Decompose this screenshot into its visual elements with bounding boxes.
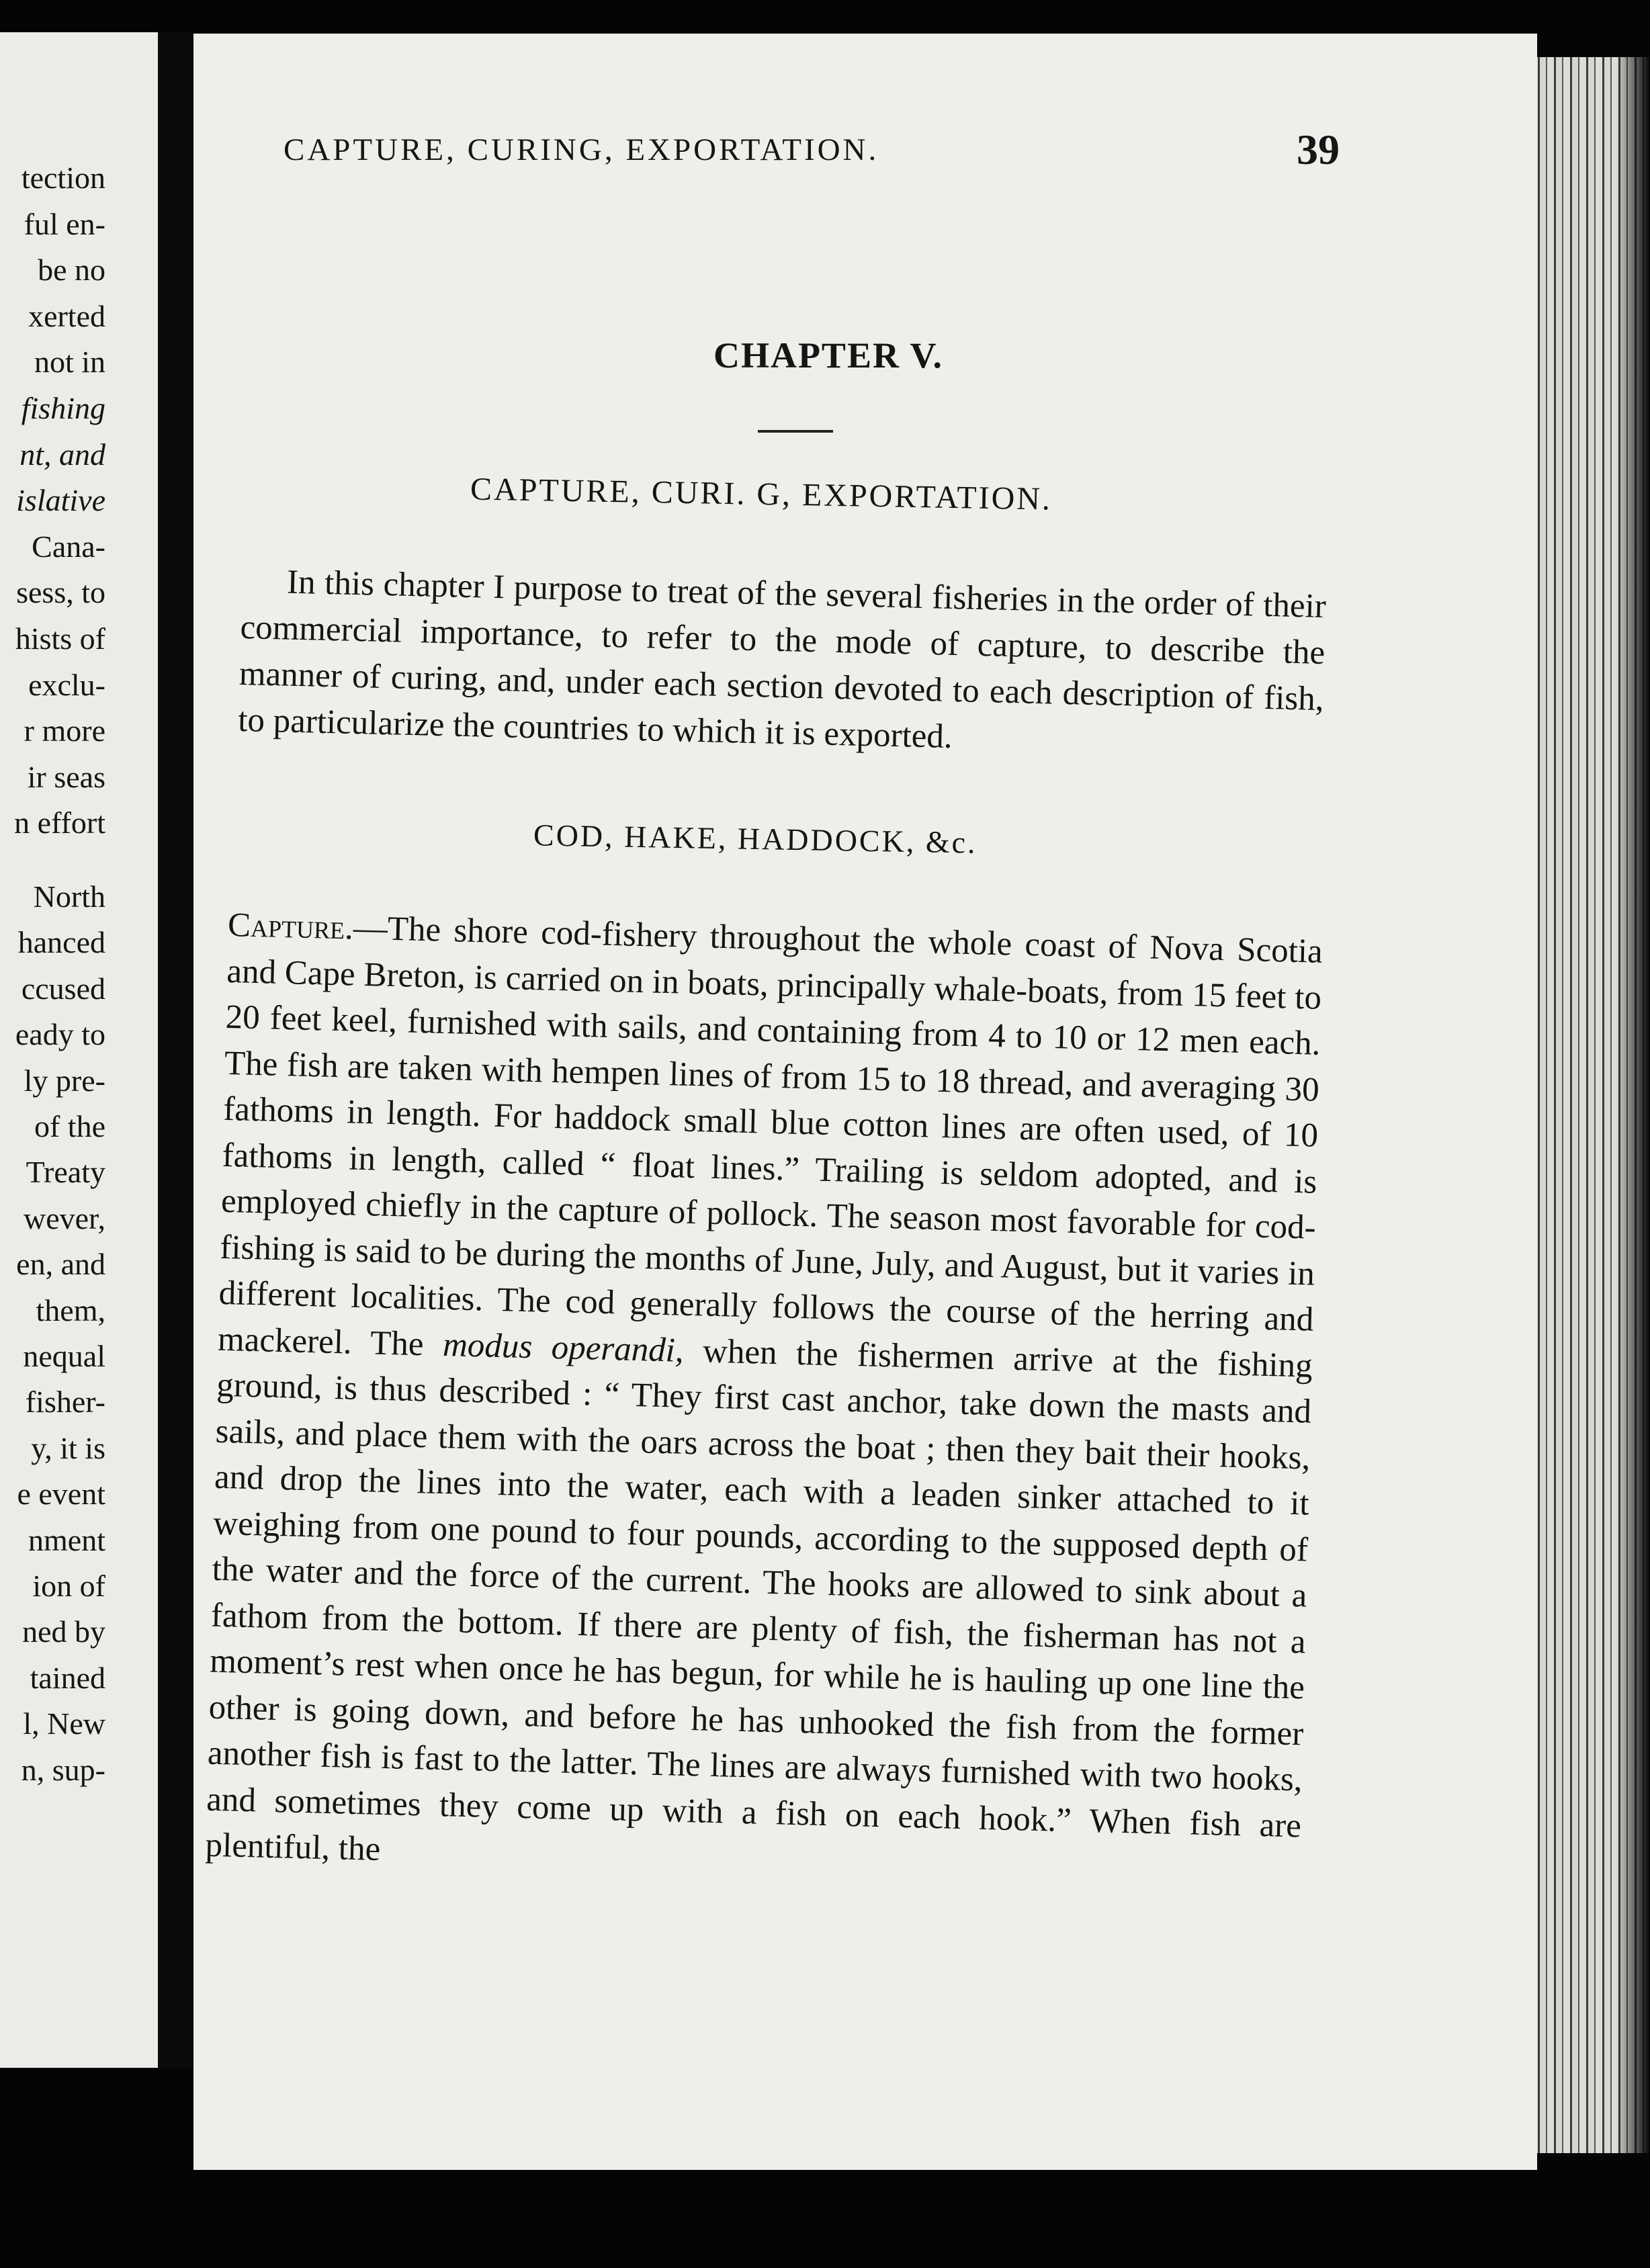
facing-page-line: en, and [16,1247,105,1282]
facing-page-line: r more [24,713,105,748]
facing-page-line: nt, and [19,437,105,472]
section-title: CAPTURE, CURI. G, EXPORTATION. [470,471,1053,517]
facing-page-line: fishing [21,391,105,425]
facing-page-line: not in [34,345,105,380]
facing-page-line: xerted [28,298,105,333]
body-paragraph [205,902,1323,1895]
facing-page-line: nment [28,1522,105,1557]
facing-page-line: Treaty [26,1155,105,1190]
facing-page-line: n, sup- [21,1752,105,1787]
paragraph-lead: Capture. [227,906,354,947]
facing-page-line: ir seas [27,759,105,794]
facing-page-line: be no [38,253,105,288]
subsection-title: COD, HAKE, HADDOCK, &c. [533,818,978,860]
facing-page-line: nequal [23,1339,105,1373]
facing-page-line: Cana- [32,529,105,564]
facing-page-line: ly pre- [24,1063,105,1098]
page-number: 39 [1297,126,1340,173]
facing-page-line: hanced [17,925,105,960]
facing-page-line: sess, to [16,575,105,610]
facing-page-line: fisher- [25,1385,105,1420]
facing-page-line: tained [30,1660,105,1695]
chapter-title: CHAPTER V. [713,335,944,376]
running-head: CAPTURE, CURING, EXPORTATION. [284,132,879,167]
facing-page-line: wever, [23,1201,105,1235]
facing-page-line: exclu- [28,667,105,702]
body-text-part-1: —The shore cod-fishery throughout the whole coast of Nova Scotia and Cape Breton, is carried on in boats, principally whale-boats, from 15 feet to 20 feet keel, furnished with sails, and containing from 4 to 10 or 12 men each. The fish are taken with hempen lines of from 15 to 18 thread, and averaging 30 fathoms in length. For haddock small blue cotton lines are often used, of 10 fathoms in length, called “ float lines.” Trailing is seldom adopted, and is employed chiefly in the capture of pollock. The season most favorable for cod-fishing is said to be during the months of June, July, and August, but it varies in different localities. The cod generally follows the course of the herring and mackerel. The [217,909,1323,1364]
facing-page-line: n effort [14,805,105,840]
facing-page-line: tection [21,161,105,195]
body-italic-phrase: modus operandi, [442,1325,685,1370]
facing-page-line: y, it is [31,1430,105,1465]
facing-page-line: e event [17,1477,105,1512]
facing-page-line: ion of [32,1569,105,1603]
body-text-part-2: when the fishermen arrive at the fishing ground, is thus described : “ They first cast anchor, take down the masts and sails, and place them with the oars across the boat ; then they bait their hooks, and drop the lines into the water, each with a leaden sinker attached to it weighing from one pound to four pounds, according to the supposed depth of the water and the force of the current. The hooks are allowed to sink about a fathom from the bottom. If there are plenty of fish, the fisherman has not a moment’s rest when once he has begun, for while he is hauling up one line the other is going down, and before he has unhooked the fish from the former another fish is fast to the latter. The lines are always furnished with two hooks, and sometimes they come up with a fish on each hook.” When fish are plentiful, the [205,1332,1313,1868]
facing-page-line: hists of [15,621,105,656]
facing-page-line: of the [34,1109,105,1143]
facing-page-line: eady to [15,1017,105,1052]
chapter-rule [758,430,833,433]
facing-page-line: ful en- [24,206,105,241]
facing-page-line: North [33,879,105,914]
facing-page-line: ccused [21,971,105,1006]
facing-page-line: them, [36,1293,105,1327]
facing-page-line: l, New [23,1706,105,1741]
facing-page-line: islative [16,483,105,518]
intro-paragraph: In this chapter I purpose to treat of the several fisheries in the order of their commercial importance, to refer to the mode of capture, to describe the manner of curing, and, under each section devoted to each description of fish, to particularize the countries to which it is exported. [237,563,1327,756]
facing-page-line: ned by [22,1614,105,1649]
